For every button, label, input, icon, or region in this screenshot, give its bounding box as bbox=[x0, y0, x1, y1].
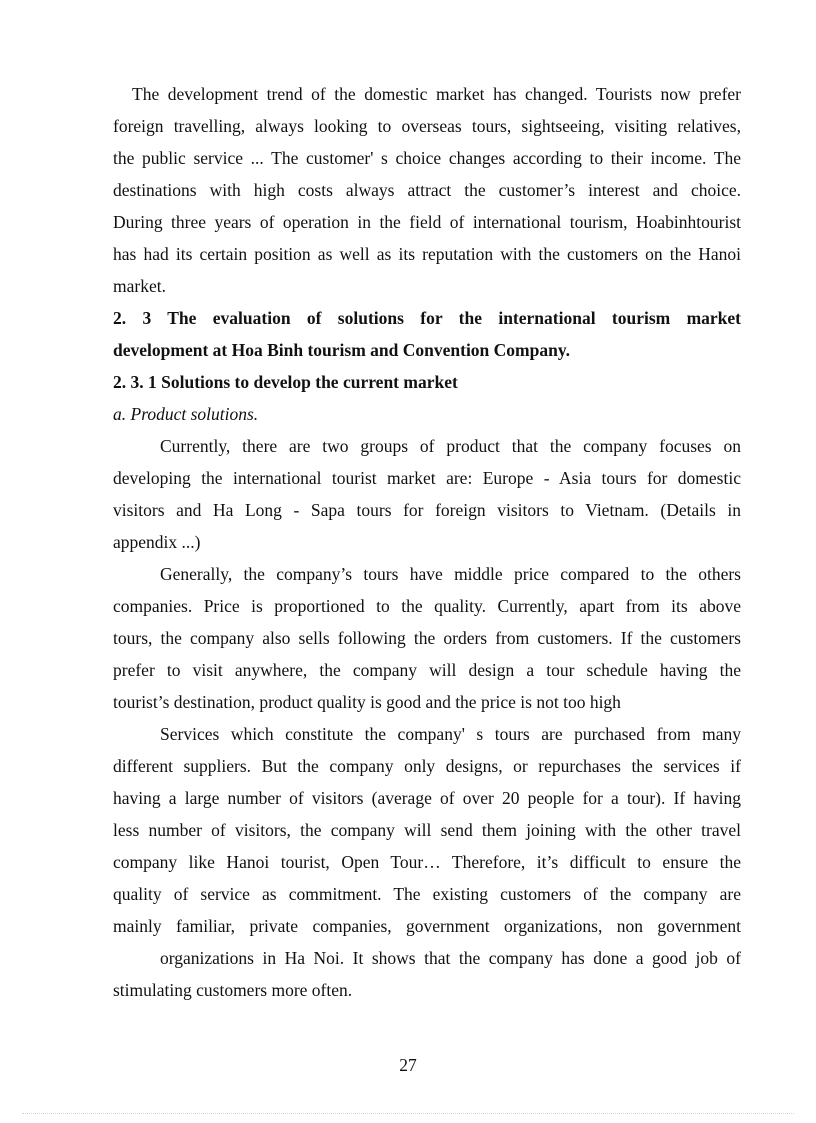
paragraph-1-line-3: the public service ... The customer' s choice changes according to their income. The bbox=[113, 148, 741, 168]
page-number: 27 bbox=[399, 1055, 417, 1075]
page-bottom-divider bbox=[22, 1113, 794, 1114]
paragraph-4-line-6: quality of service as commitment. The existing customers of the company are bbox=[113, 884, 741, 904]
paragraph-1-line-4: destinations with high costs always attract the customer’s interest and choice. bbox=[113, 180, 741, 200]
paragraph-1-line-6: has had its certain position as well as its reputation with the customers on the Hanoi bbox=[113, 244, 741, 264]
paragraph-3-line-1: Generally, the company’s tours have middle price compared to the others bbox=[160, 564, 741, 584]
subheading-product-solutions: a. Product solutions. bbox=[113, 404, 259, 424]
paragraph-3-line-5: tourist’s destination, product quality is good and the price is not too high bbox=[113, 692, 621, 712]
paragraph-1-line-2: foreign travelling, always looking to overseas tours, sightseeing, visiting relatives, bbox=[113, 116, 741, 136]
paragraph-3-line-4: prefer to visit anywhere, the company will design a tour schedule having the bbox=[113, 660, 741, 680]
paragraph-2-line-1: Currently, there are two groups of product that the company focuses on bbox=[160, 436, 741, 456]
paragraph-4-line-4: less number of visitors, the company will send them joining with the other travel bbox=[113, 820, 741, 840]
paragraph-2-line-3: visitors and Ha Long - Sapa tours for foreign visitors to Vietnam. (Details in bbox=[113, 500, 741, 520]
paragraph-4-line-7: mainly familiar, private companies, government organizations, non government bbox=[113, 916, 741, 936]
paragraph-4-line-1: Services which constitute the company' s tours are purchased from many bbox=[160, 724, 741, 744]
paragraph-4-line-3: having a large number of visitors (average of over 20 people for a tour). If having bbox=[113, 788, 741, 808]
subsection-heading-2-3-1: 2. 3. 1 Solutions to develop the current market bbox=[113, 372, 458, 392]
paragraph-3-line-3: tours, the company also sells following the orders from customers. If the customers bbox=[113, 628, 741, 648]
paragraph-2-line-4: appendix ...) bbox=[113, 532, 201, 552]
document-page bbox=[113, 78, 741, 1006]
section-heading-2-3-line-2: development at Hoa Binh tourism and Convention Company. bbox=[113, 340, 571, 360]
section-heading-2-3-line-1: 2. 3 The evaluation of solutions for the international tourism market bbox=[113, 308, 741, 328]
paragraph-1-line-7: market. bbox=[113, 276, 166, 296]
paragraph-3-line-2: companies. Price is proportioned to the quality. Currently, apart from its above bbox=[113, 596, 741, 616]
paragraph-2-line-2: developing the international tourist market are: Europe - Asia tours for domestic bbox=[113, 468, 741, 488]
paragraph-4-line-2: different suppliers. But the company only designs, or repurchases the services if bbox=[113, 756, 741, 776]
paragraph-1-line-5: During three years of operation in the field of international tourism, Hoabinhtourist bbox=[113, 212, 741, 232]
paragraph-4-line-5: company like Hanoi tourist, Open Tour… Therefore, it’s difficult to ensure the bbox=[113, 852, 741, 872]
paragraph-1-line-1: The development trend of the domestic market has changed. Tourists now prefer bbox=[132, 84, 741, 104]
paragraph-5-line-2: stimulating customers more often. bbox=[113, 980, 353, 1000]
paragraph-5-line-1: organizations in Ha Noi. It shows that the company has done a good job of bbox=[160, 948, 741, 968]
